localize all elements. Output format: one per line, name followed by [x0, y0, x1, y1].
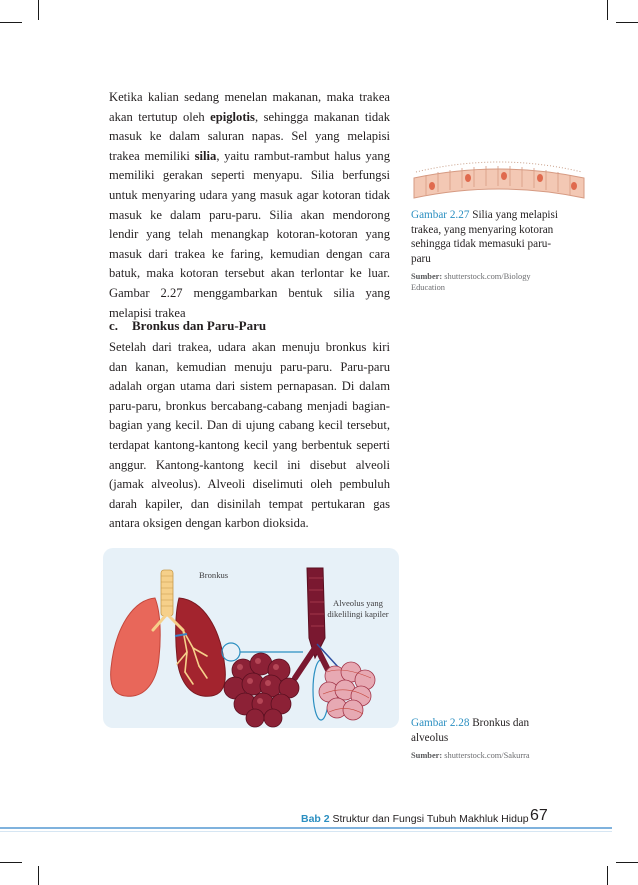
lungs-illustration: [103, 548, 399, 728]
section-number: c.: [109, 318, 119, 333]
text-run: , yaitu rambut-rambut halus yang memiliki gerakan seperti menyapu. Silia berfungsi untuk menyaring udara yang masuk agar kotoran tidak masuk ke dalam paru-paru. Silia akan mendorong lendir yang telah menangkap kotoran-kotoran yang masuk dari trakea ke faring, kemudian dengan cara batuk, maka kotoran tersebut akan terlontar ke luar. Gambar 2.27 menggambarkan bentuk silia yang melapisi trakea: [109, 148, 390, 320]
body-paragraph-2: Setelah dari trakea, udara akan menuju bronkus kiri dan kanan, kemudian menuju paru-paru. Paru-paru adalah organ utama dari sistem pernapasan. Di dalam paru-paru, bronkus bercabang-cabang menjadi bagian-bagian yang kecil. Dan di ujung cabang kecil tersebut, terdapat kantong-kantong kecil yang berbentuk seperti anggur. Kantong-kantong kecil ini disebut alveoli (jamak alveolus). Alveoli diselimuti oleh pembuluh darah kapiler, dan disinilah tempat pertukaran gas antara oksigen dengan karbon dioksida.: [109, 340, 390, 531]
figure-label: Gambar 2.27: [411, 209, 470, 221]
caption-text: Silia yang melapisi trakea, yang menyaring kotoran sehingga tidak memasuki paru-paru: [411, 209, 558, 265]
crop-mark: [616, 862, 638, 863]
figure-cilia: [410, 150, 588, 205]
text-run: , sehingga makanan tidak masuk ke dalam saluran napas. Sel yang melapisi trakea memiliki: [109, 109, 391, 163]
running-footer: [301, 813, 529, 825]
figure-caption-2-28: [411, 716, 561, 761]
term-epiglotis: epiglotis: [210, 109, 255, 124]
label-bronkus: Bronkus: [199, 570, 229, 580]
label-alveolus: Alveolus yang dikelilingi kapiler: [327, 598, 389, 619]
footer-chapter: Bab 2: [301, 813, 330, 825]
crop-mark: [616, 22, 638, 23]
body-paragraph-1: [109, 88, 390, 323]
footer-title: Struktur dan Fungsi Tubuh Makhluk Hidup: [329, 813, 529, 825]
caption-text: Bronkus dan alveolus: [411, 717, 530, 744]
section-title: Bronkus dan Paru-Paru: [132, 318, 267, 333]
text-run: Ketika kalian sedang menelan makanan, maka trakea akan tertutup oleh: [109, 90, 390, 124]
crop-mark: [0, 862, 22, 863]
source-text: shutterstock.com/Biology Education: [411, 272, 531, 293]
footer-rule: [0, 827, 612, 829]
footer-rule-light: [0, 831, 612, 832]
source-text: shutterstock.com/Sakurra: [442, 751, 530, 761]
crop-mark: [38, 866, 39, 885]
figure-source: [411, 750, 561, 761]
figure-caption-2-27: [411, 208, 561, 293]
crop-mark: [607, 0, 608, 20]
figure-label: Gambar 2.28: [411, 717, 470, 729]
alveoli-cluster-left: [224, 653, 299, 727]
figure-lungs: [103, 548, 399, 728]
page-number: 67: [530, 807, 548, 824]
source-label: Sumber:: [411, 751, 443, 761]
cilia-illustration: [410, 150, 588, 205]
crop-mark: [38, 0, 39, 20]
crop-mark: [607, 866, 608, 885]
figure-source: [411, 271, 561, 293]
term-silia: silia: [194, 148, 217, 163]
source-label: Sumber:: [411, 272, 443, 282]
crop-mark: [0, 22, 22, 23]
section-heading: [109, 318, 266, 334]
